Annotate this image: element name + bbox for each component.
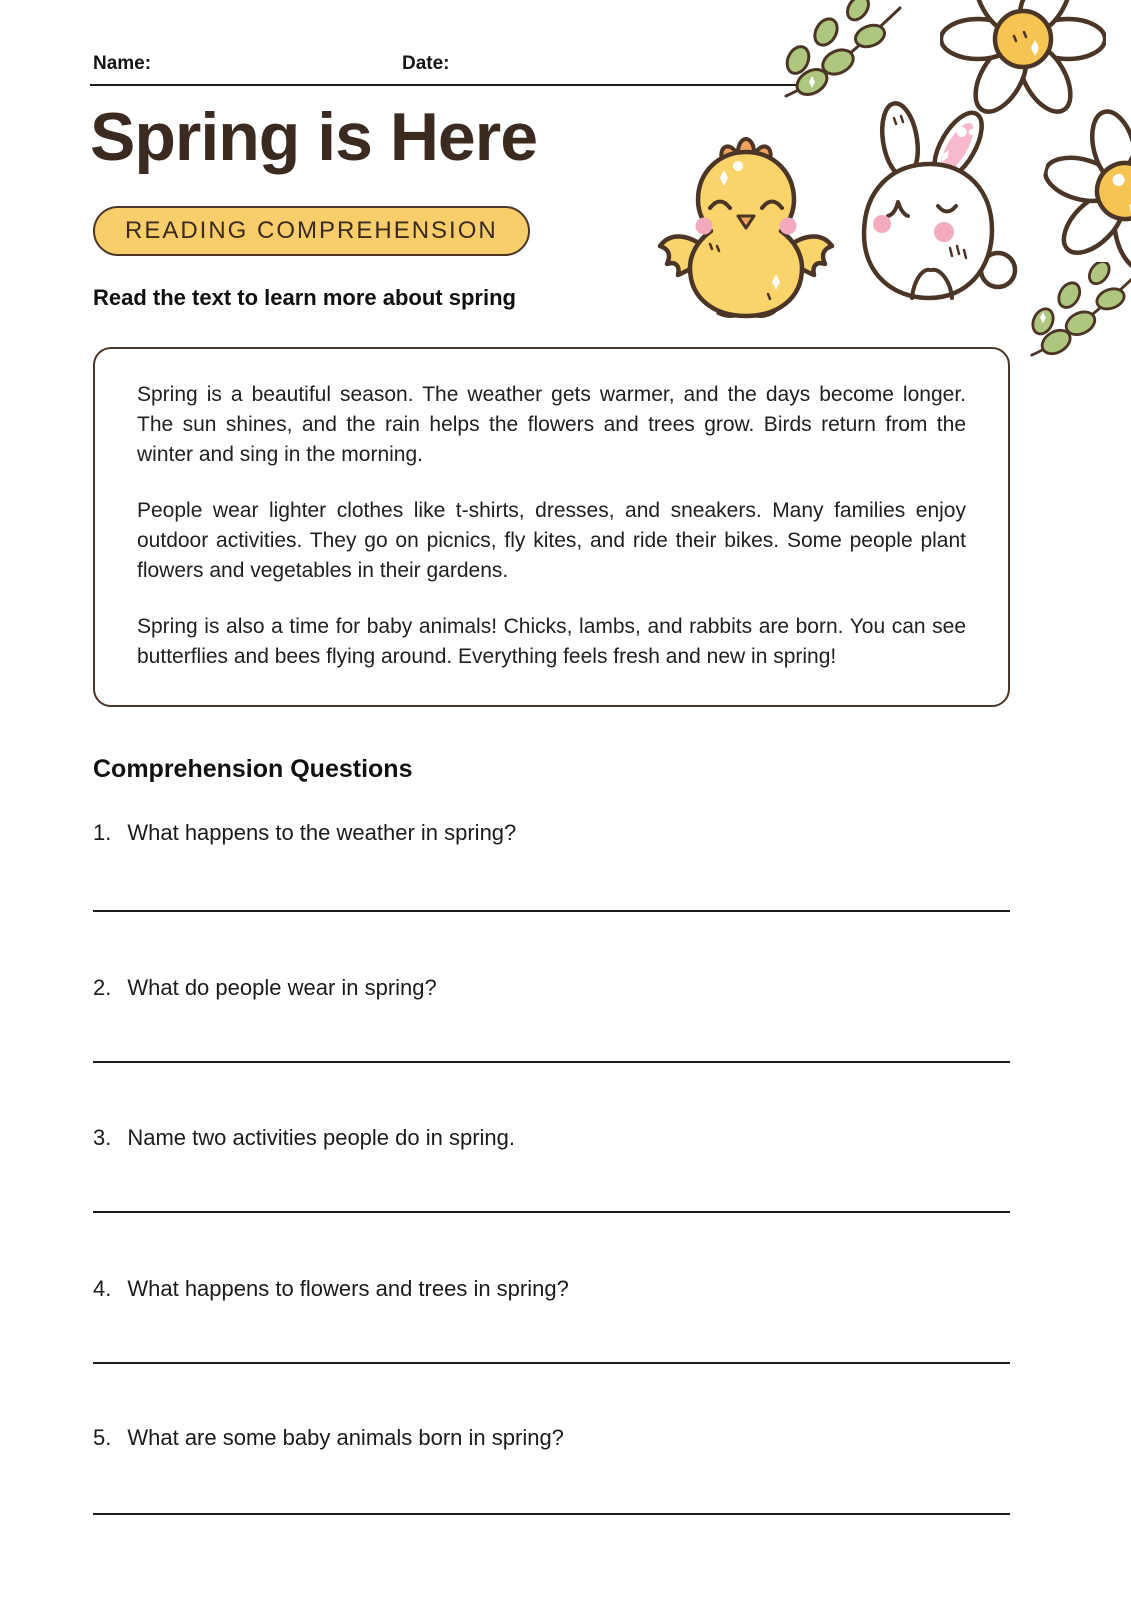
- question-3-text: Name two activities people do in spring.: [127, 1125, 516, 1150]
- leaf-branch-icon: [782, 0, 910, 100]
- question-4: [93, 1276, 1010, 1302]
- question-2-text: What do people wear in spring?: [127, 975, 437, 1000]
- passage-paragraph-3: Spring is also a time for baby animals! Chicks, lambs, and rabbits are born. You can see butterflies and bees flying around. Everything feels fresh and new in spring!: [137, 615, 966, 668]
- name-date-blank-line[interactable]: [90, 84, 823, 86]
- date-label: Date:: [402, 53, 450, 74]
- answer-line-2[interactable]: [93, 1061, 1010, 1063]
- question-5-text: What are some baby animals born in spring?: [127, 1425, 564, 1450]
- questions-heading: Comprehension Questions: [93, 755, 413, 783]
- reading-comprehension-badge: READING COMPREHENSION: [93, 206, 530, 256]
- question-2: [93, 975, 1010, 1001]
- question-4-text: What happens to flowers and trees in spring?: [127, 1276, 569, 1301]
- instruction-text: Read the text to learn more about spring: [93, 285, 516, 310]
- question-4-number: 4.: [93, 1276, 112, 1301]
- chick-illustration: [652, 136, 840, 324]
- question-1-text: What happens to the weather in spring?: [127, 820, 517, 845]
- answer-line-3[interactable]: [93, 1211, 1010, 1213]
- leaf-branch-icon: [1028, 262, 1131, 362]
- passage-paragraph-1: Spring is a beautiful season. The weather gets warmer, and the days become longer. The sun shines, and the rain helps the flowers and trees grow. Birds return from the winter and sing in the morning.: [137, 383, 966, 466]
- question-1-number: 1.: [93, 820, 112, 845]
- question-3-number: 3.: [93, 1125, 112, 1150]
- passage-box: [93, 347, 1010, 707]
- answer-line-5[interactable]: [93, 1513, 1010, 1515]
- answer-line-1[interactable]: [93, 910, 1010, 912]
- page-title: Spring is Here: [90, 99, 538, 175]
- question-1: [93, 820, 1010, 846]
- question-2-number: 2.: [93, 975, 112, 1000]
- question-3: [93, 1125, 1010, 1151]
- question-5: [93, 1425, 1010, 1451]
- passage-paragraph-2: People wear lighter clothes like t-shirts, dresses, and sneakers. Many families enjoy outdoor activities. They go on picnics, fly kites, and ride their bikes. Some people plant flowers and vegetables in their gardens.: [137, 499, 966, 582]
- bunny-illustration: [838, 98, 1020, 308]
- answer-line-4[interactable]: [93, 1362, 1010, 1364]
- question-5-number: 5.: [93, 1425, 112, 1450]
- name-label: Name:: [93, 53, 152, 74]
